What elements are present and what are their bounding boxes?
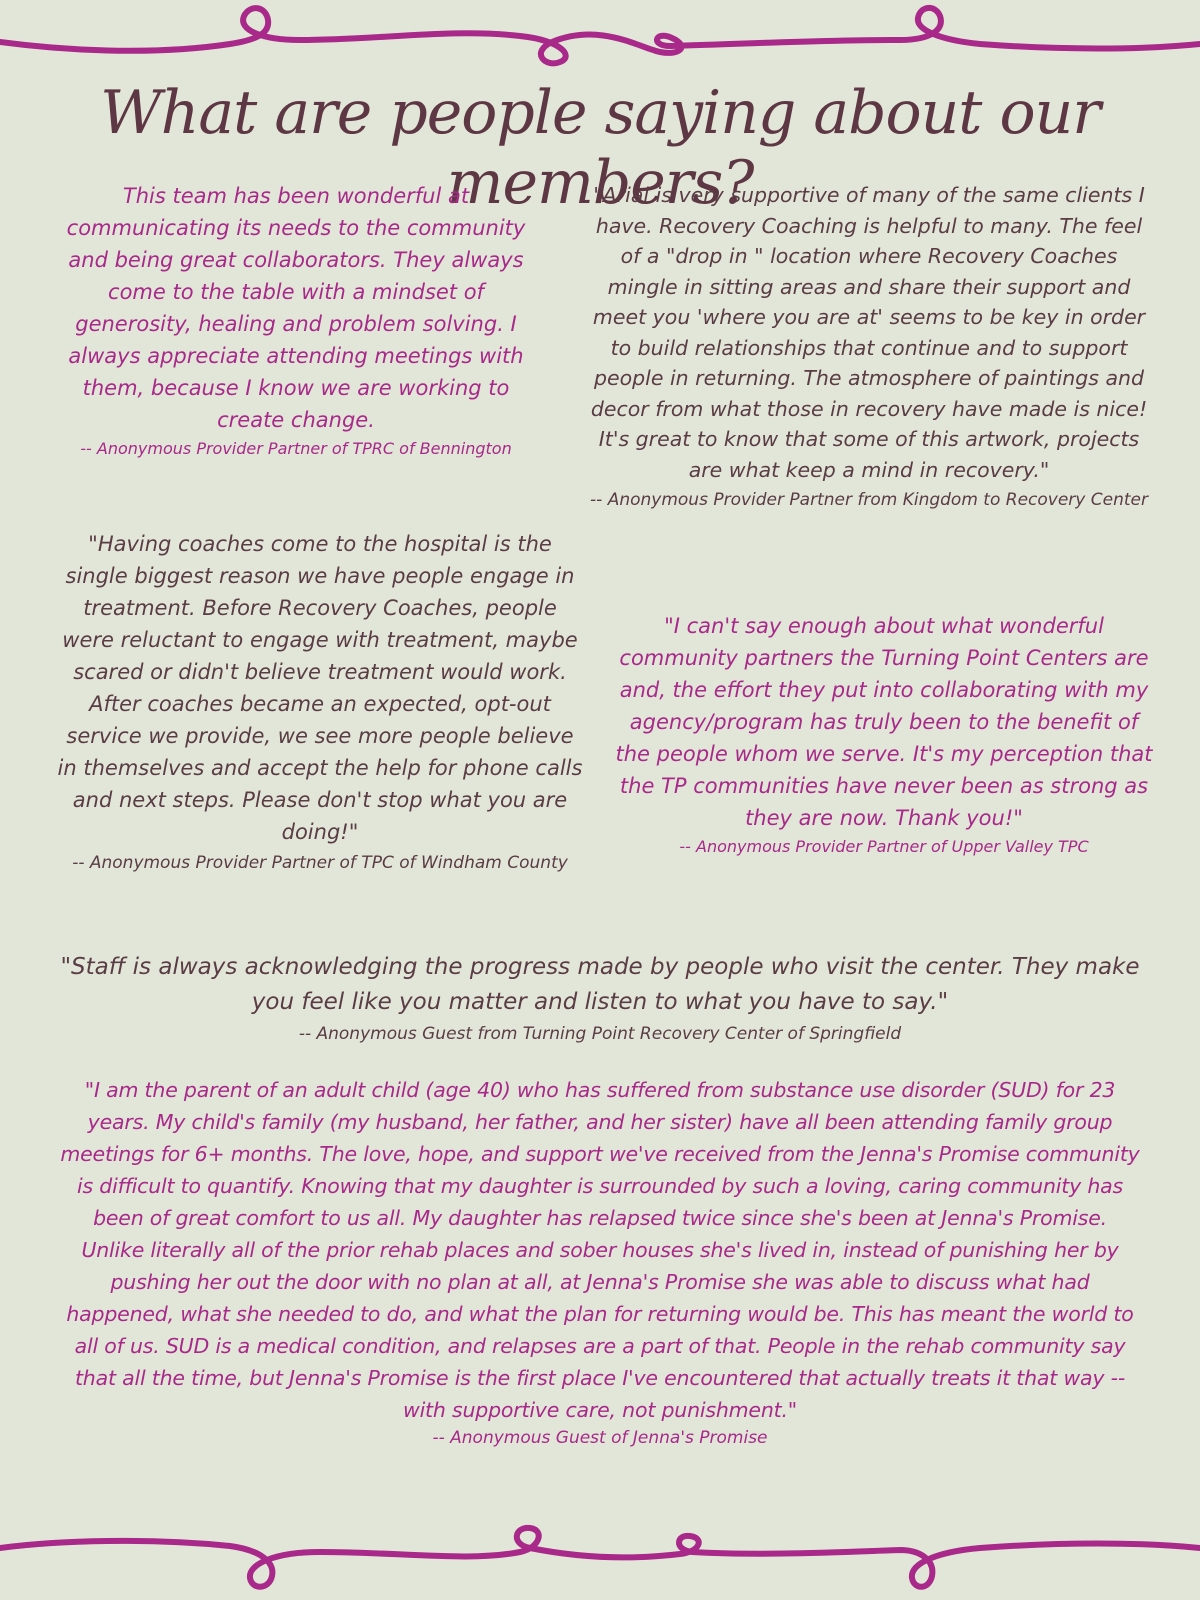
testimonial-text: "Arial is very supportive of many of the same clients I have. Recovery Coaching is helpful to many. The feel of a "drop in " location where Recovery Coaches mingle in sitting areas and share their support and meet you 'where you are at' seems to be key in order to build relationships that continue and to support people in returning. The atmosphere of paintings and decor from what those in recovery have made is nice! It's great to know that some of this artwork, projects are what keep a mind in recovery." <box>590 183 1148 482</box>
testimonial-text: "Having coaches come to the hospital is the single biggest reason we have people engage in treatment. Before Recovery Coaches, people were reluctant to engage with treatment, maybe scared or didn't believe treatment would work. After coaches became an expected, opt-out service we provide, we see more people believe in themselves and accept the help for phone calls and next steps. Please don't stop what you are doing!" <box>57 532 583 844</box>
testimonial-attribution: -- Anonymous Guest of Jenna's Promise <box>432 1428 768 1448</box>
testimonial-jennas-promise <box>60 1074 1140 1450</box>
testimonial-springfield <box>40 950 1160 1046</box>
testimonial-attribution: -- Anonymous Provider Partner of Upper Valley TPC <box>679 837 1089 856</box>
testimonial-upper-valley <box>614 610 1154 858</box>
testimonial-text: "I am the parent of an adult child (age 40) who has suffered from substance use disorder (SUD) for 23 years. My child's family (my husband, her father, and her sister) have all been attending family group meetings for 6+ months. The love, hope, and support we've received from the Jenna's Promise community is difficult to quantify. Knowing that my daughter is surrounded by such a loving, caring community has been of great comfort to us all. My daughter has relapsed twice since she's been at Jenna's Promise. Unlike literally all of the prior rehab places and sober houses she's lived in, instead of punishing her by pushing her out the door with no plan at all, at Jenna's Promise she was able to discuss what had happened, what she needed to do, and what the plan for returning would be. This has meant the world to all of us. SUD is a medical condition, and relapses are a part of that. People in the rehab community say that all the time, but Jenna's Promise is the first place I've encountered that actually treats it that way -- with supportive care, not punishment." <box>60 1078 1140 1422</box>
testimonial-attribution: -- Anonymous Provider Partner from Kingdom to Recovery Center <box>590 490 1148 510</box>
page-title: What are people saying about our members? <box>100 78 1100 218</box>
testimonial-text: "I can't say enough about what wonderful community partners the Turning Point Centers are and, the effort they put into collaborating with my agency/program has truly been to the benefit of the people whom we serve. It's my perception that the TP communities have never been as strong as they are now. Thank you!" <box>615 614 1153 830</box>
testimonial-attribution: -- Anonymous Provider Partner of TPC of Windham County <box>72 853 568 873</box>
testimonial-text: "Staff is always acknowledging the progress made by people who visit the center. They make you feel like you matter and listen to what you have to say." <box>60 954 1140 1015</box>
testimonial-windham <box>56 528 584 876</box>
testimonial-text: This team has been wonderful at communicating its needs to the community and being great collaborators. They always come to the table with a mindset of generosity, healing and problem solving. I always appreciate attending meetings with them, because I know we are working to create change. <box>66 184 526 432</box>
testimonial-bennington <box>56 180 536 460</box>
testimonial-attribution: -- Anonymous Guest from Turning Point Recovery Center of Springfield <box>298 1024 902 1044</box>
testimonial-attribution: -- Anonymous Provider Partner of TPRC of Bennington <box>80 439 512 458</box>
bottom-swirl-border-icon <box>0 1490 1200 1600</box>
testimonial-kingdom <box>586 180 1152 513</box>
